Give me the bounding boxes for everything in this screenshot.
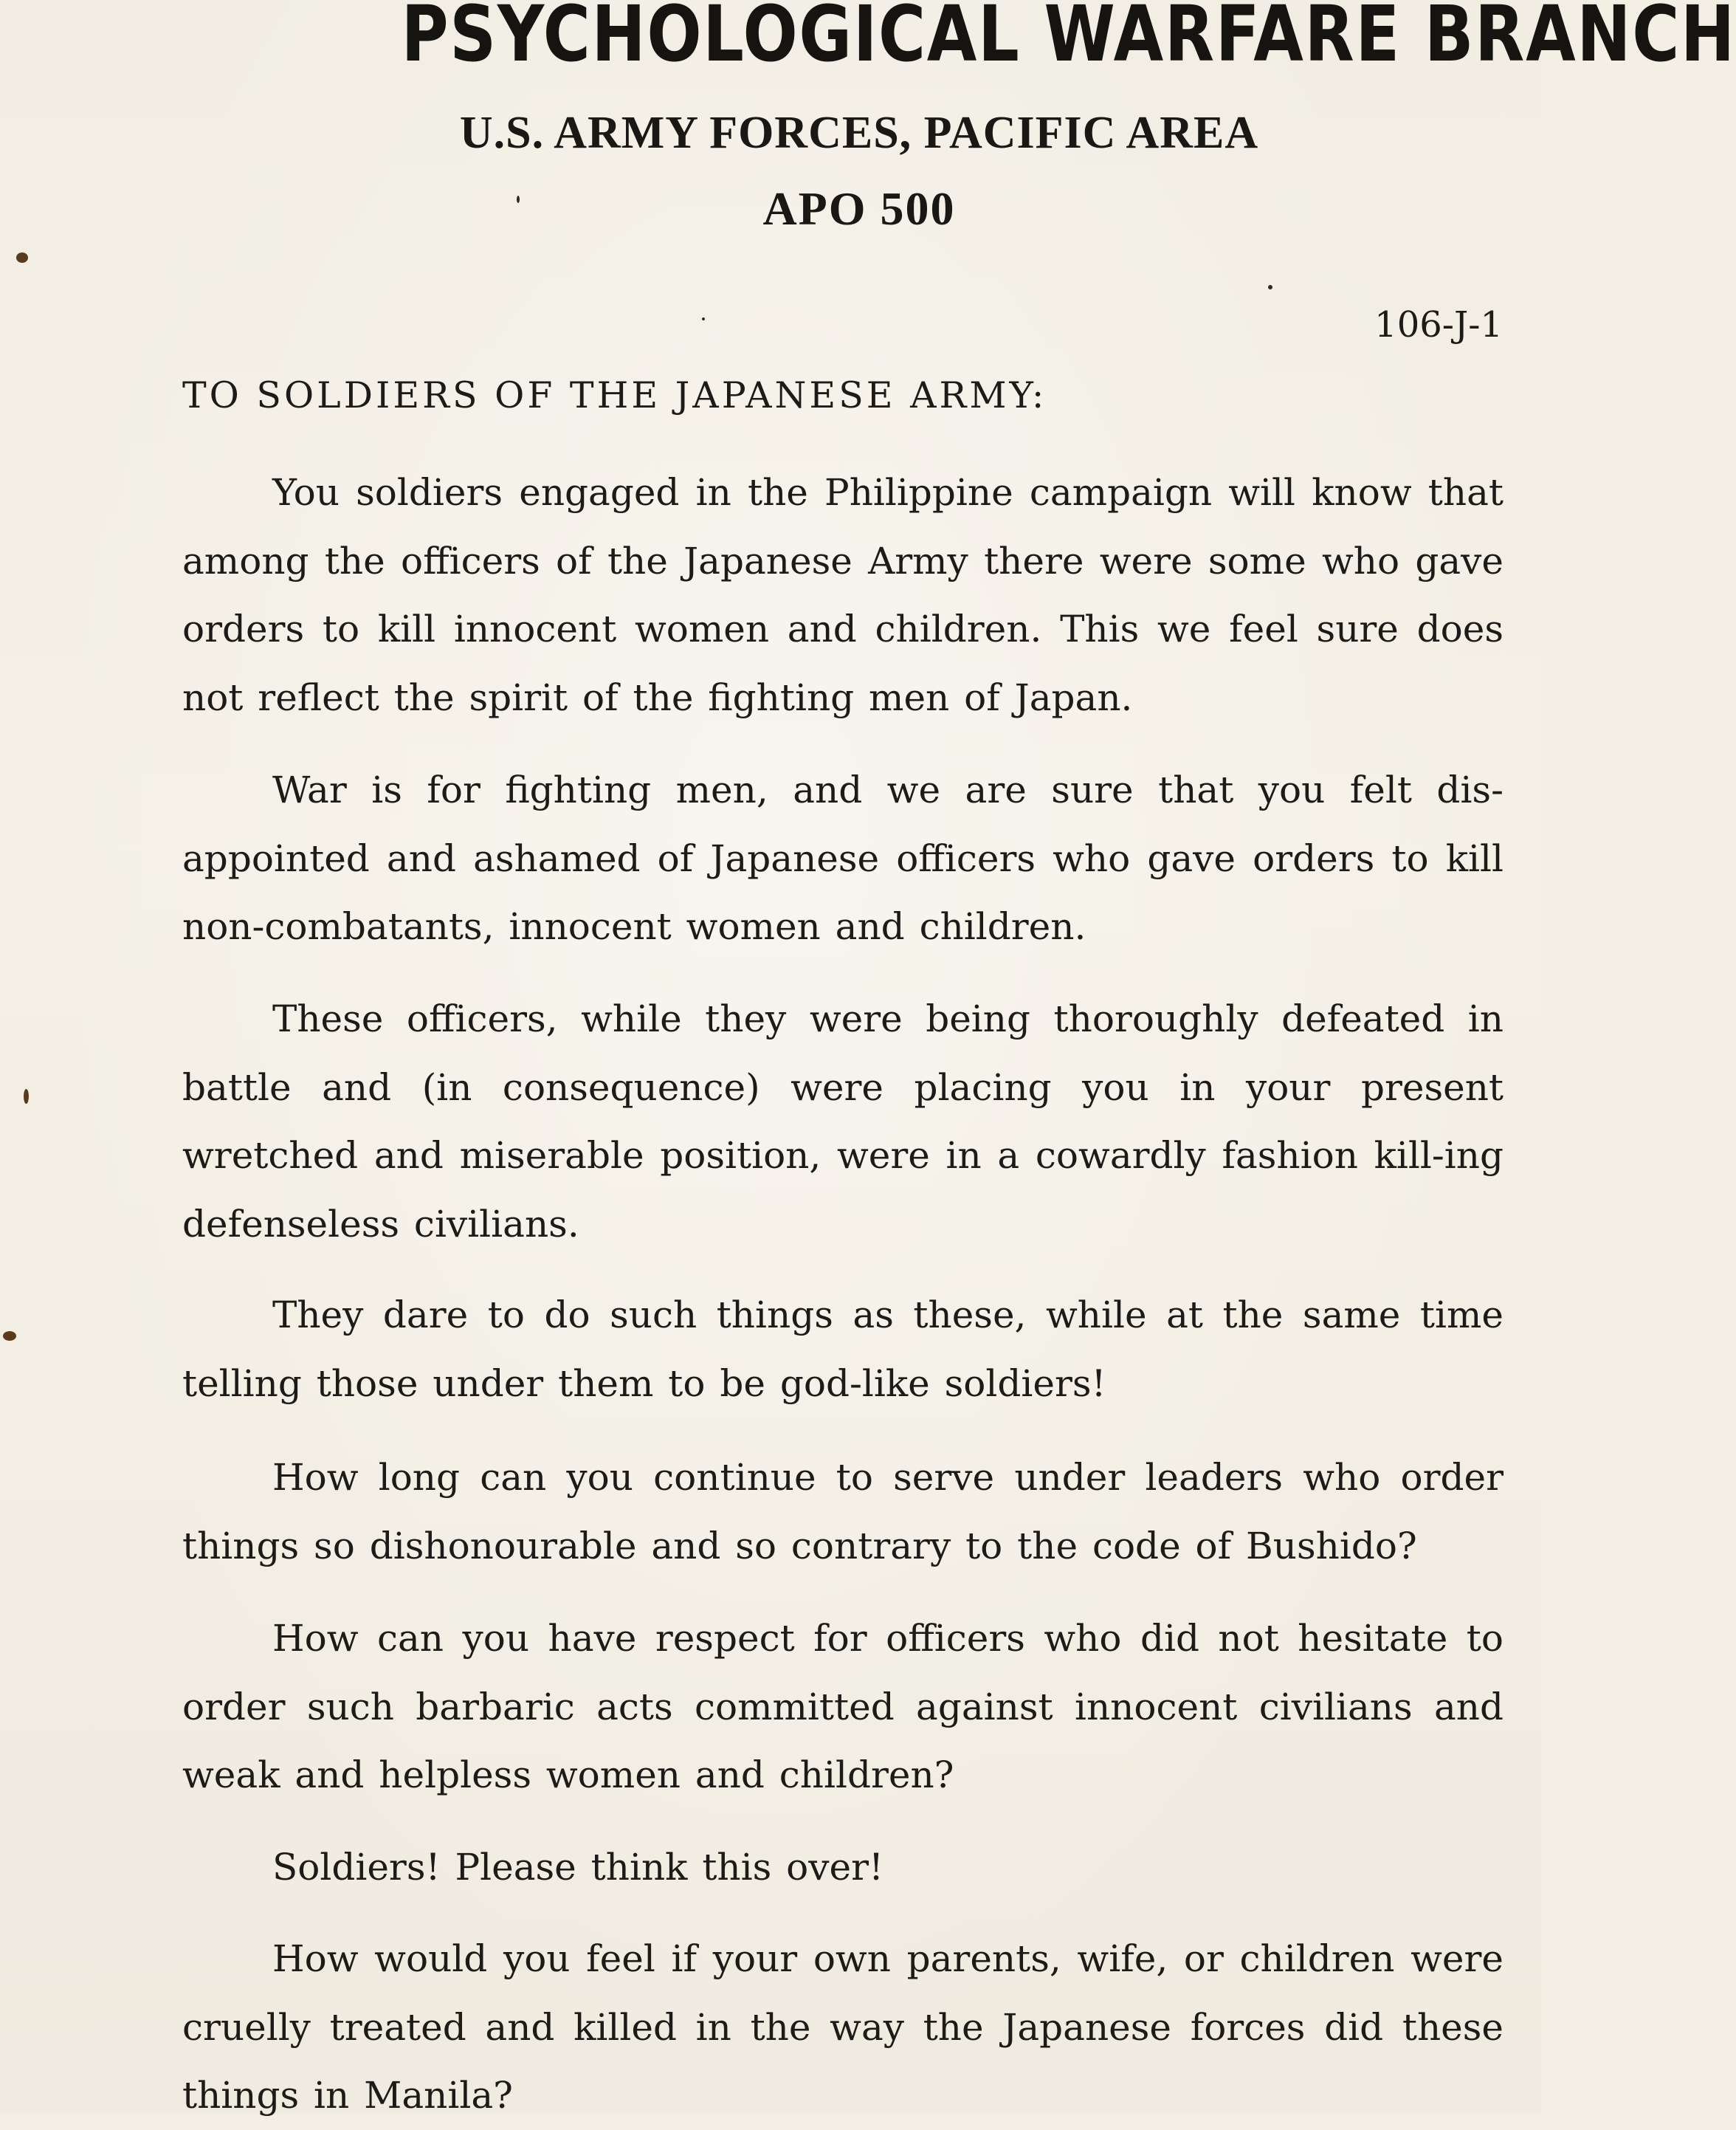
paragraph-3: These officers, while they were being thoroughly defeated in battle and (in consequence) were placing you in your present wretched and miserable position, were in a cowardly fashion kill-ing defenseless civilians. xyxy=(182,997,1504,1246)
paragraph-5: How long can you continue to serve under leaders who order things so dishonourable and so contrary to the code of Bushido? xyxy=(182,1456,1504,1567)
paragraph-4: They dare to do such things as these, while at the same time telling those under them to be god-like soldiers! xyxy=(182,1294,1504,1405)
paper-speck xyxy=(702,317,705,320)
paragraph-8: How would you feel if your own parents, wife, or children were cruelly treated and killed in the way the Japanese forces did these things in Manila? xyxy=(182,1937,1504,2117)
paragraph-7: Soldiers! Please think this over! xyxy=(272,1846,884,1889)
paragraph-6: How can you have respect for officers who did not hesitate to order such barbaric acts committed against innocent civilians and weak and helpless women and children? xyxy=(182,1617,1504,1796)
reference-code: 106-J-1 xyxy=(1374,304,1503,346)
paper-speck xyxy=(1268,285,1272,289)
paper-speck xyxy=(24,1089,29,1104)
paper-speck xyxy=(3,1331,16,1341)
paper-speck xyxy=(517,196,520,203)
apo-subheading: APO 500 xyxy=(762,182,956,235)
paragraph-2: War is for fighting men, and we are sure that you felt dis-appointed and ashamed of Japanese officers who gave orders to kill non-combatants, innocent women and children. xyxy=(182,769,1504,948)
command-subheading: U.S. ARMY FORCES, PACIFIC AREA xyxy=(459,108,1259,158)
salutation: TO SOLDIERS OF THE JAPANESE ARMY: xyxy=(182,374,1047,416)
organization-heading: PSYCHOLOGICAL WARFARE BRANCH xyxy=(401,0,1736,79)
paper-speck xyxy=(16,252,28,263)
paragraph-1: You soldiers engaged in the Philippine campaign will know that among the officers of the Japanese Army there were some who gave orders to kill innocent women and children. This we feel sure does not reflect the spirit of the fighting men of Japan. xyxy=(182,471,1504,719)
